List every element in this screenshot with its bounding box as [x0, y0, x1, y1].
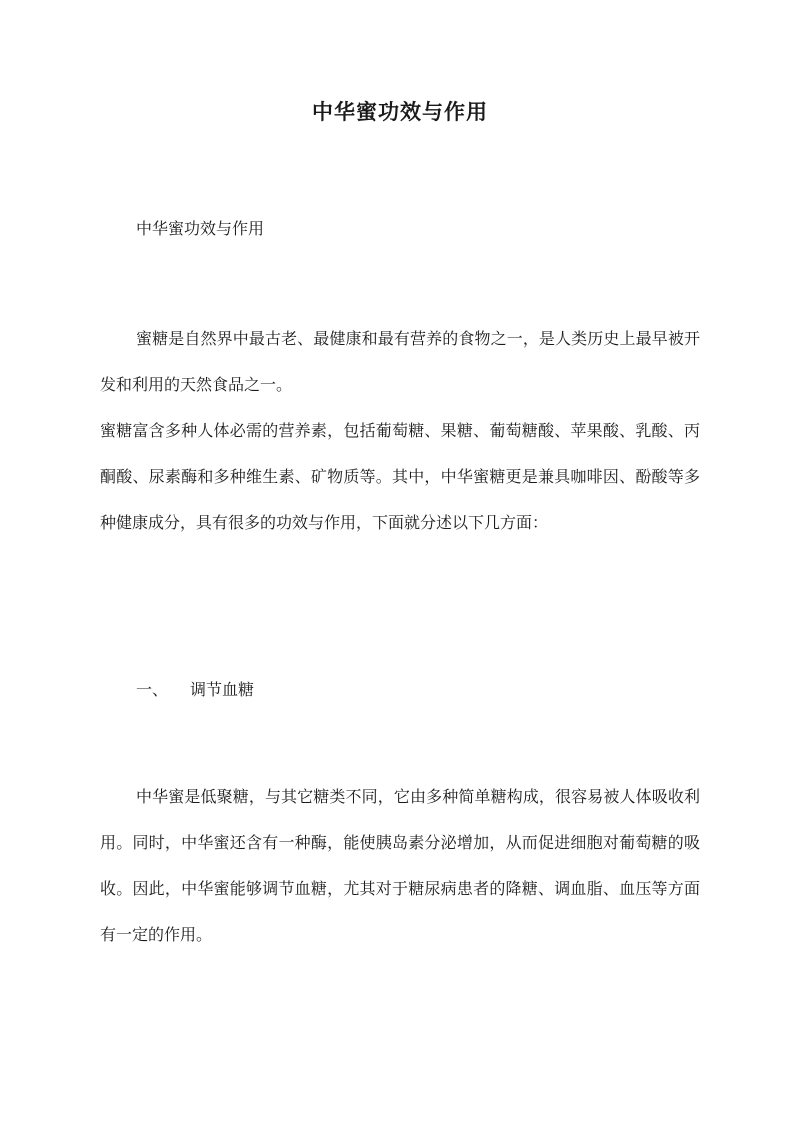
document-title: 中华蜜功效与作用 [312, 99, 488, 124]
document-subtitle: 中华蜜功效与作用 [136, 219, 265, 238]
section-body-paragraph: 中华蜜是低聚糖，与其它糖类不同，它由多种简单糖构成，很容易被人体吸收利用。同时，中华蜜还含有一种酶，能使胰岛素分泌增加，从而促进细胞对葡萄糖的吸收。因此，中华蜜能够调节血糖，尤其对于糖尿病患者的降糖、调血脂、血压等方面有一定的作用。 [100, 787, 700, 944]
intro-paragraph: 蜜糖是自然界中最古老、最健康和最有营养的食物之一，是人类历史上最早被开发和利用的天然食品之一。 [100, 329, 700, 394]
section-number: 一、 [136, 680, 169, 699]
section-heading [136, 677, 254, 700]
nutrients-paragraph: 蜜糖富含多种人体必需的营养素，包括葡萄糖、果糖、葡萄糖酸、苹果酸、乳酸、丙酮酸、尿素酶和多种维生素、矿物质等。其中，中华蜜糖更是兼具咖啡因、酚酸等多种健康成分，具有很多的功效与作用，下面就分述以下几方面： [100, 421, 700, 532]
section-title: 调节血糖 [190, 680, 255, 699]
